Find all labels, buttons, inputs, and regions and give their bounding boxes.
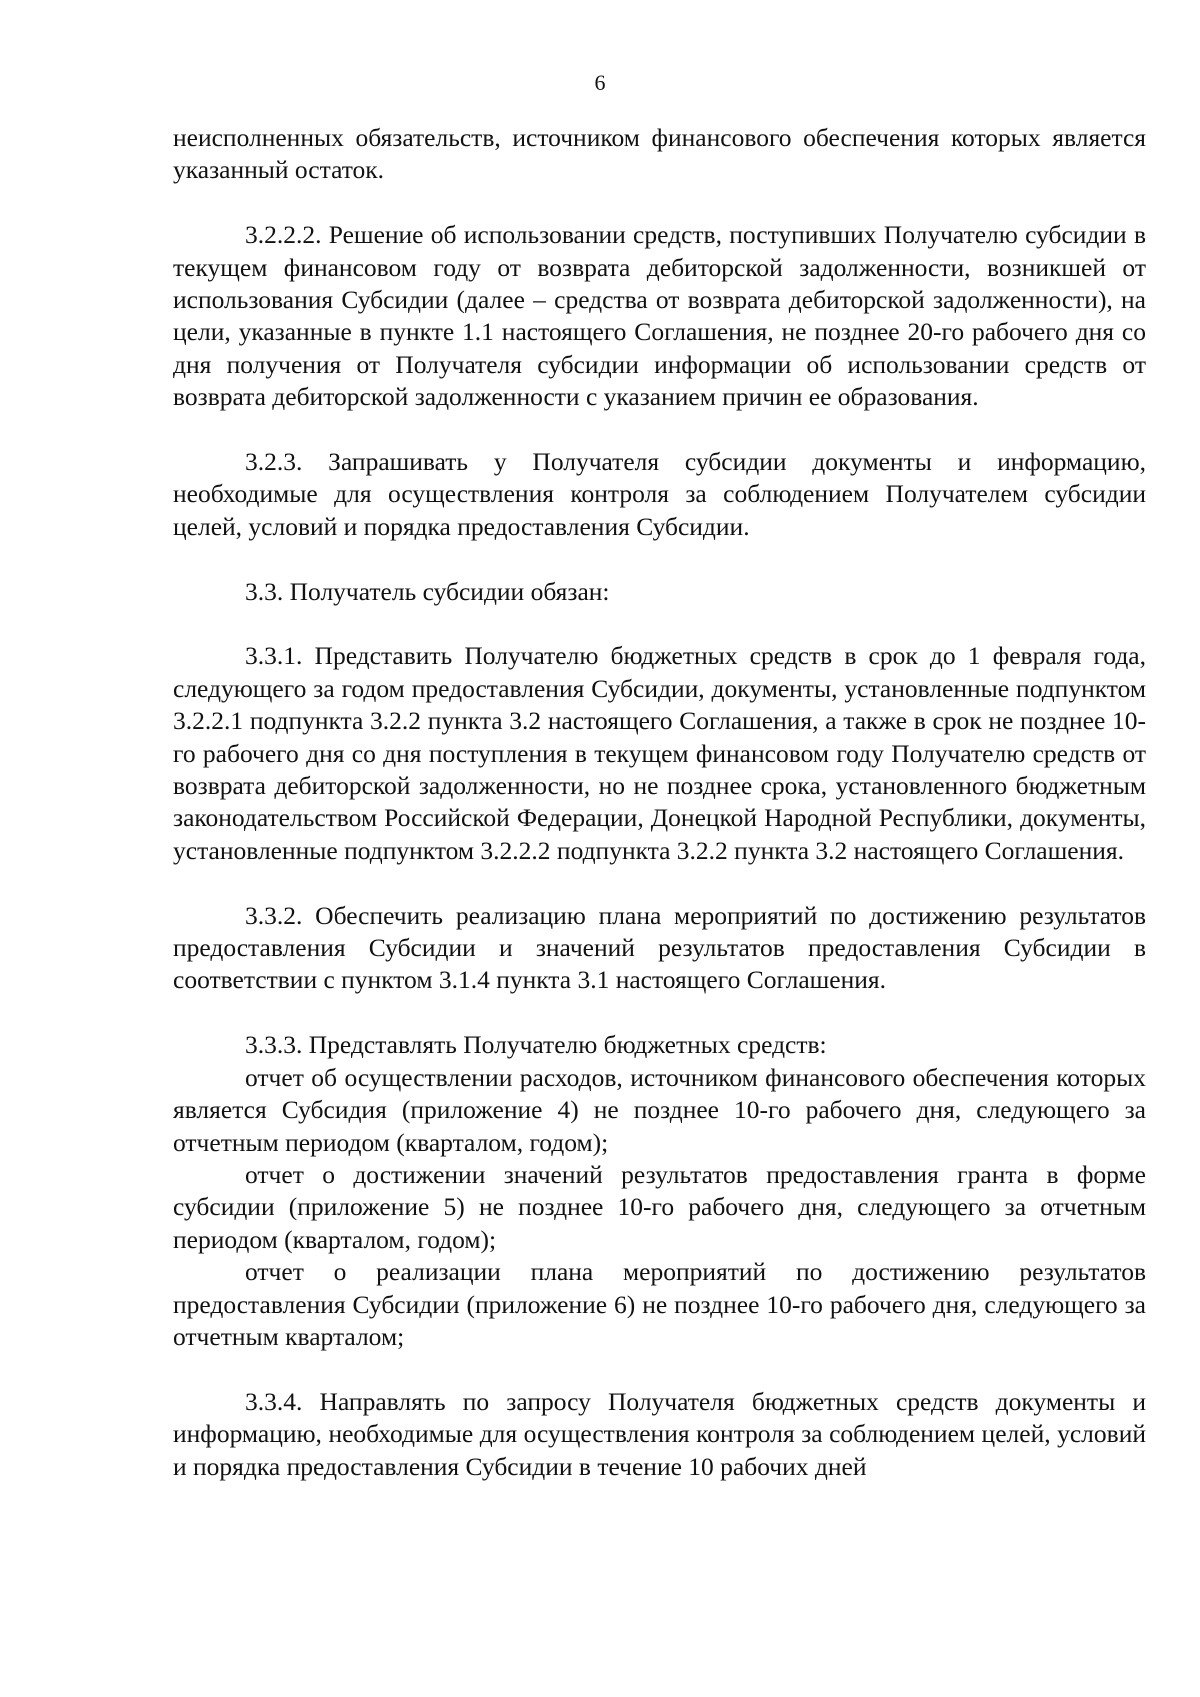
paragraph-report-plan: отчет о реализации плана мероприятий по достижению результатов предоставления Субсидии (приложение 6) не позднее 10-го рабочего дня, следующего за отчетным кварталом; bbox=[173, 1257, 1146, 1351]
document-body bbox=[173, 122, 1146, 1483]
paragraph-3-3-2: 3.3.2. Обеспечить реализацию плана мероприятий по достижению результатов предоставления Субсидии и значений результатов предоставления Субсидии в соответствии с пунктом 3.1.4 пункта 3.1 настоящего Соглашения. bbox=[173, 900, 1146, 995]
paragraph-3-2-3: 3.2.3. Запрашивать у Получателя субсидии документы и информацию, необходимые для осуществления контроля за соблюдением Получателем субсидии целей, условий и порядка предоставления Субсидии. bbox=[173, 447, 1146, 541]
paragraph-report-expenses: отчет об осуществлении расходов, источником финансового обеспечения которых является Субсидия (приложение 4) не позднее 10-го рабочего дня, следующего за отчетным периодом (кварталом, годом); bbox=[173, 1062, 1146, 1157]
paragraph-3-3-1: 3.3.1. Представить Получателю бюджетных средств в срок до 1 февраля года, следующего за годом предоставления Субсидии, документы, установленные подпунктом 3.2.2.1 подпункта 3.2.2 пункта 3.2 настоящего Соглашения, а также в срок не позднее 10-го рабочего дня со дня поступления в текущем финансовом году Получателю средств от возврата дебиторской задолженности, но не позднее срока, установленного бюджетным законодательством Российской Федерации, Донецкой Народной Республики, документы, установленные подпунктом 3.2.2.2 подпункта 3.2.2 пункта 3.2 настоящего Соглашения. bbox=[173, 641, 1146, 865]
paragraph-3-3-4: 3.3.4. Направлять по запросу Получателя бюджетных средств документы и информацию, необходимые для осуществления контроля за соблюдением целей, условий и порядка предоставления Субсидии в течение 10 рабочих дней bbox=[173, 1386, 1146, 1481]
paragraph-3-3-3: 3.3.3. Представлять Получателю бюджетных средств: bbox=[245, 1030, 827, 1060]
page-number: 6 bbox=[594, 70, 606, 95]
paragraph-report-results: отчет о достижении значений результатов предоставления гранта в форме субсидии (приложение 5) не позднее 10-го рабочего дня, следующего за отчетным периодом (кварталом, годом); bbox=[173, 1159, 1146, 1254]
paragraph-continuation: неисполненных обязательств, источником финансового обеспечения которых является указанный остаток. bbox=[173, 123, 1146, 185]
paragraph-3-2-2-2: 3.2.2.2. Решение об использовании средств, поступивших Получателю субсидии в текущем финансовом году от возврата дебиторской задолженности, возникшей от использования Субсидии (далее – средства от возврата дебиторской задолженности), на цели, указанные в пункте 1.1 настоящего Соглашения, не позднее 20-го рабочего дня со дня получения от Получателя субсидии информации об использовании средств от возврата дебиторской задолженности с указанием причин ее образования. bbox=[173, 220, 1146, 412]
paragraph-3-3: 3.3. Получатель субсидии обязан: bbox=[245, 576, 610, 606]
